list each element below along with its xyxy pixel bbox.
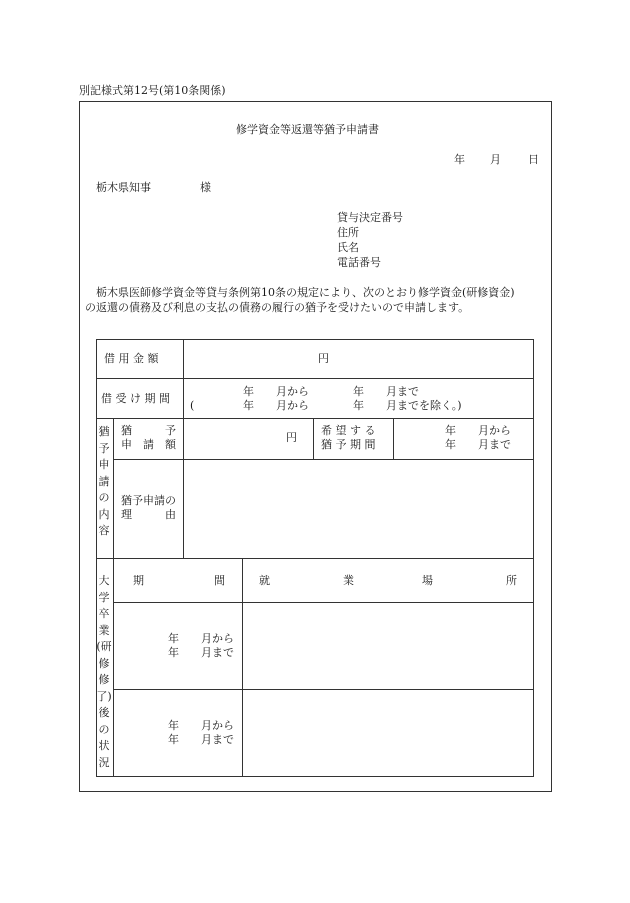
loan-decision-number-label: 貸与決定番号	[337, 211, 403, 224]
table-row-line	[113, 459, 534, 460]
addressee-honorific: 様	[200, 181, 211, 194]
period-col-label-2: 間	[214, 574, 225, 587]
deferral-amount-label-1: 猶 予	[121, 424, 176, 437]
table-row-line	[96, 378, 534, 379]
deferral-section-label: 猶予申請の内容	[98, 425, 110, 537]
desired-period-to: 年 月まで	[445, 438, 511, 451]
desired-period-label-2: 猶 予 期 間	[321, 438, 376, 451]
deferral-amount-unit: 円	[286, 431, 297, 444]
table-border-right	[533, 339, 534, 776]
workplace-col-label-1: 就	[259, 574, 270, 587]
addressee: 栃木県知事	[96, 181, 151, 194]
table-col-line	[393, 418, 394, 459]
table-col-line	[183, 339, 184, 558]
body-text-line-1: 栃木県医師修学資金等貸与条例第10条の規定により、次のとおり修学資金(研修資金)	[96, 286, 515, 299]
date-year-label: 年	[454, 153, 465, 166]
career-row-1-to: 年 月まで	[168, 646, 234, 659]
period-col-label-1: 期	[133, 574, 144, 587]
table-border-bottom	[96, 776, 534, 777]
loan-amount-label: 借 用 金 額	[104, 352, 159, 365]
career-row-1-from: 年 月から	[168, 632, 234, 645]
loan-amount-unit: 円	[318, 352, 329, 365]
workplace-col-label-4: 所	[506, 574, 517, 587]
table-col-line	[113, 418, 114, 776]
table-border-top	[96, 339, 534, 340]
desired-period-label-1: 希 望 す る	[321, 424, 376, 437]
date-month-label: 月	[490, 153, 501, 166]
loan-period-label: 借 受 け 期 間	[101, 392, 170, 405]
phone-label: 電話番号	[337, 256, 381, 269]
reason-label-2: 理 由	[121, 508, 176, 521]
date-day-label: 日	[528, 153, 539, 166]
loan-period-line-1: 年 月から 年 月まで	[243, 385, 419, 398]
address-label: 住所	[337, 226, 359, 239]
name-label: 氏名	[337, 241, 359, 254]
reason-label-1: 猶予申請の	[121, 494, 176, 507]
workplace-col-label-2: 業	[343, 574, 354, 587]
body-text-line-2: の返還の債務及び利息の支払の債務の履行の猶予を受けたいので申請します。	[85, 301, 470, 314]
after-graduation-label: 大学卒業(研修修了)後の状況	[96, 574, 112, 769]
career-row-2-from: 年 月から	[168, 719, 234, 732]
workplace-col-label-3: 場	[422, 574, 433, 587]
loan-period-open-paren: (	[190, 399, 195, 412]
form-title: 修学資金等返還等猶予申請書	[236, 123, 379, 136]
table-col-line	[313, 418, 314, 459]
career-row-2-to: 年 月まで	[168, 733, 234, 746]
deferral-amount-label-2: 申 請 額	[121, 438, 176, 451]
table-col-line	[242, 558, 243, 776]
table-row-line	[96, 418, 534, 419]
loan-period-line-2: 年 月から 年 月までを除く。)	[243, 399, 462, 412]
desired-period-from: 年 月から	[445, 424, 511, 437]
table-row-line	[113, 602, 534, 603]
form-number-label: 別記様式第12号(第10条関係)	[79, 84, 226, 97]
table-row-line	[96, 558, 534, 559]
table-row-line	[113, 689, 534, 690]
